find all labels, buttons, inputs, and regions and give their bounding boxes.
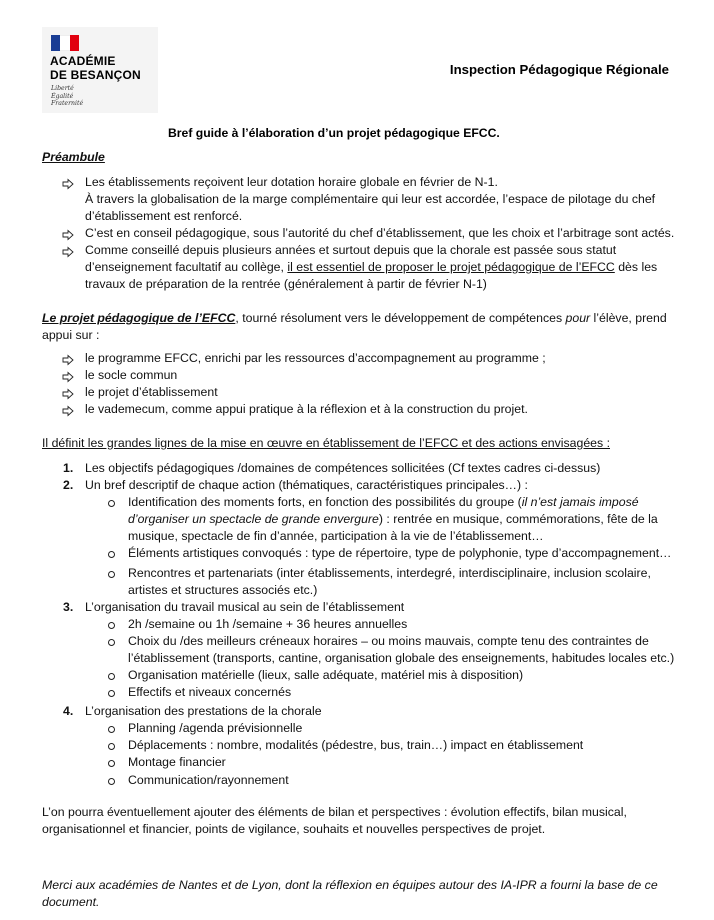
- circle-bullet-icon: [108, 760, 115, 767]
- list-number: 4.: [63, 704, 74, 718]
- list-number: 1.: [63, 461, 74, 475]
- preambule-heading: Préambule: [42, 150, 105, 164]
- projet-item: le vademecum, comme appui pratique à la réflexion et à la construction du projet.: [85, 402, 528, 416]
- underlined-emphasis: il est essentiel de proposer le projet pédagogique de l’EFCC: [287, 260, 615, 274]
- marianne-flag-icon: [51, 35, 79, 51]
- list-number: 3.: [63, 600, 74, 614]
- definit-heading: Il définit les grandes lignes de la mise en œuvre en établissement de l’EFCC et des actions envisagées :: [42, 436, 610, 450]
- inspection-title: Inspection Pédagogique Régionale: [449, 62, 669, 77]
- bilan-paragraph: organisationnel et financier, points de vigilance, souhaits et nouvelles perspectives de projet.: [42, 822, 546, 836]
- sub-item: musique, spectacle de fin d’année, participation à la vie de l’établissement…: [128, 529, 544, 543]
- circle-bullet-icon: [108, 778, 115, 785]
- circle-bullet-icon: [108, 622, 115, 629]
- list-item: Un bref descriptif de chaque action (thématiques, caractéristiques principales…) :: [85, 478, 528, 492]
- arrow-right-icon: [62, 388, 74, 400]
- projet-paragraph: appui sur :: [42, 328, 100, 342]
- thanks-note: document.: [42, 895, 100, 909]
- preambule-item: À travers la globalisation de la marge complémentaire qui leur est accordée, l’espace de pilotage du chef: [85, 192, 656, 206]
- sub-item: Effectifs et niveaux concernés: [128, 685, 292, 699]
- preambule-item: Les établissements reçoivent leur dotation horaire globale en février de N-1.: [85, 175, 498, 189]
- list-item: L’organisation du travail musical au sein de l’établissement: [85, 600, 405, 614]
- list-item: L’organisation des prestations de la chorale: [85, 704, 322, 718]
- sub-item: l’établissement (transports, cantine, organisation globale des enseignements, habitudes locales etc.): [128, 651, 675, 665]
- projet-item: le socle commun: [85, 368, 178, 382]
- arrow-right-icon: [62, 405, 74, 417]
- sub-item: Éléments artistiques convoqués : type de répertoire, type de polyphonie, type d’accompagnement…: [128, 546, 672, 560]
- circle-bullet-icon: [108, 571, 115, 578]
- circle-bullet-icon: [108, 690, 115, 697]
- circle-bullet-icon: [108, 673, 115, 680]
- academy-name: ACADÉMIE DE BESANÇON: [50, 54, 141, 82]
- sub-item: Choix du /des meilleurs créneaux horaires – ou moins mauvais, compte tenu des contraintes de: [128, 634, 649, 648]
- arrow-right-icon: [62, 354, 74, 366]
- sub-item: Organisation matérielle (lieux, salle adéquate, matériel mis à disposition): [128, 668, 524, 682]
- academy-motto: Liberté Égalité Fraternité: [51, 85, 84, 107]
- sub-item: Planning /agenda prévisionnelle: [128, 721, 303, 735]
- projet-paragraph: Le projet pédagogique de l’EFCC, tourné résolument vers le développement de compétences pour l’élève, prend: [42, 311, 667, 325]
- sub-item: Déplacements : nombre, modalités (pédestre, bus, train…) impact en établissement: [128, 738, 584, 752]
- circle-bullet-icon: [108, 726, 115, 733]
- projet-lead: Le projet pédagogique de l’EFCC: [42, 311, 236, 325]
- arrow-right-icon: [62, 229, 74, 241]
- sub-item: 2h /semaine ou 1h /semaine + 36 heures annuelles: [128, 617, 408, 631]
- sub-item: Montage financier: [128, 755, 226, 769]
- bilan-paragraph: L’on pourra éventuellement ajouter des éléments de bilan et perspectives : évolution effectifs, bilan musical,: [42, 805, 627, 819]
- arrow-right-icon: [62, 371, 74, 383]
- preambule-item: travaux de préparation de la rentrée (généralement à partir de février N-1): [85, 277, 487, 291]
- preambule-item: d’enseignement facultatif au collège, il est essentiel de proposer le projet pédagogique de l’EFCC dès les: [85, 260, 658, 274]
- circle-bullet-icon: [108, 743, 115, 750]
- preambule-item: Comme conseillé depuis plusieurs années et surtout depuis que la chorale est passée sous statut: [85, 243, 617, 257]
- projet-item: le programme EFCC, enrichi par les ressources d’accompagnement au programme ;: [85, 351, 546, 365]
- projet-item: le projet d’établissement: [85, 385, 218, 399]
- preambule-item: d’établissement est renforcé.: [85, 209, 243, 223]
- document-title: Bref guide à l’élaboration d’un projet pédagogique EFCC.: [168, 126, 500, 140]
- circle-bullet-icon: [108, 500, 115, 507]
- circle-bullet-icon: [108, 551, 115, 558]
- arrow-right-icon: [62, 178, 74, 190]
- sub-item: Rencontres et partenariats (inter établissements, interdegré, interdisciplinaire, inclusion scolaire,: [128, 566, 651, 580]
- sub-item: Communication/rayonnement: [128, 773, 289, 787]
- sub-item: Identification des moments forts, en fonction des possibilités du groupe (il n’est jamais imposé: [128, 495, 639, 509]
- list-item: Les objectifs pédagogiques /domaines de compétences sollicitées (Cf textes cadres ci-dessus): [85, 461, 601, 475]
- list-number: 2.: [63, 478, 74, 492]
- preambule-item: C’est en conseil pédagogique, sous l’autorité du chef d’établissement, que les choix et l’arbitrage sont actés.: [85, 226, 675, 240]
- thanks-note: Merci aux académies de Nantes et de Lyon, dont la réflexion en équipes autour des IA-IPR a fourni la base de ce: [42, 878, 658, 892]
- academy-logo: [42, 27, 158, 113]
- sub-item: artistes et structures associés etc.): [128, 583, 318, 597]
- sub-item: d’organiser un spectacle de grande envergure) : rentrée en musique, commémorations, fête de la: [128, 512, 658, 526]
- circle-bullet-icon: [108, 639, 115, 646]
- arrow-right-icon: [62, 246, 74, 258]
